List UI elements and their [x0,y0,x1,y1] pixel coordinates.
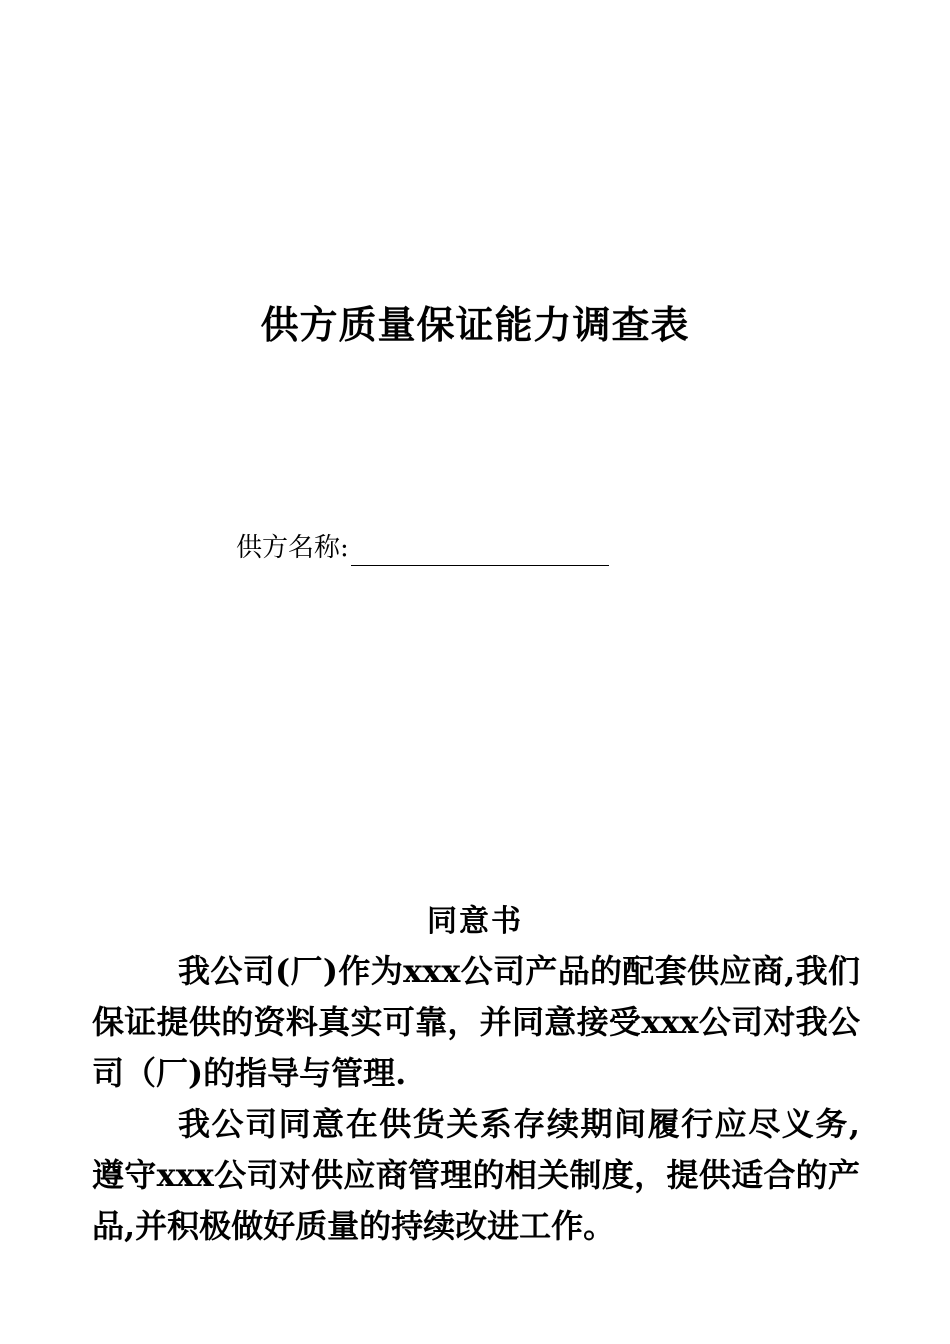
supplier-name-label: 供方名称: [236,533,349,563]
supplier-name-field [236,530,609,566]
consent-heading: 同意书 [427,904,523,939]
consent-body [92,946,860,1252]
document-title: 供方质量保证能力调查表 [260,302,690,347]
consent-paragraph: 我公司(厂)作为xxx公司产品的配套供应商,我们保证提供的资料真实可靠，并同意接受xxx公司对我公司（厂)的指导与管理. [92,952,860,1092]
supplier-name-blank-line[interactable] [351,535,609,566]
consent-paragraph: 我公司同意在供货关系存续期间履行应尽义务,遵守xxx公司对供应商管理的相关制度，提供适合的产品,并积极做好质量的持续改进工作。 [92,1105,860,1245]
